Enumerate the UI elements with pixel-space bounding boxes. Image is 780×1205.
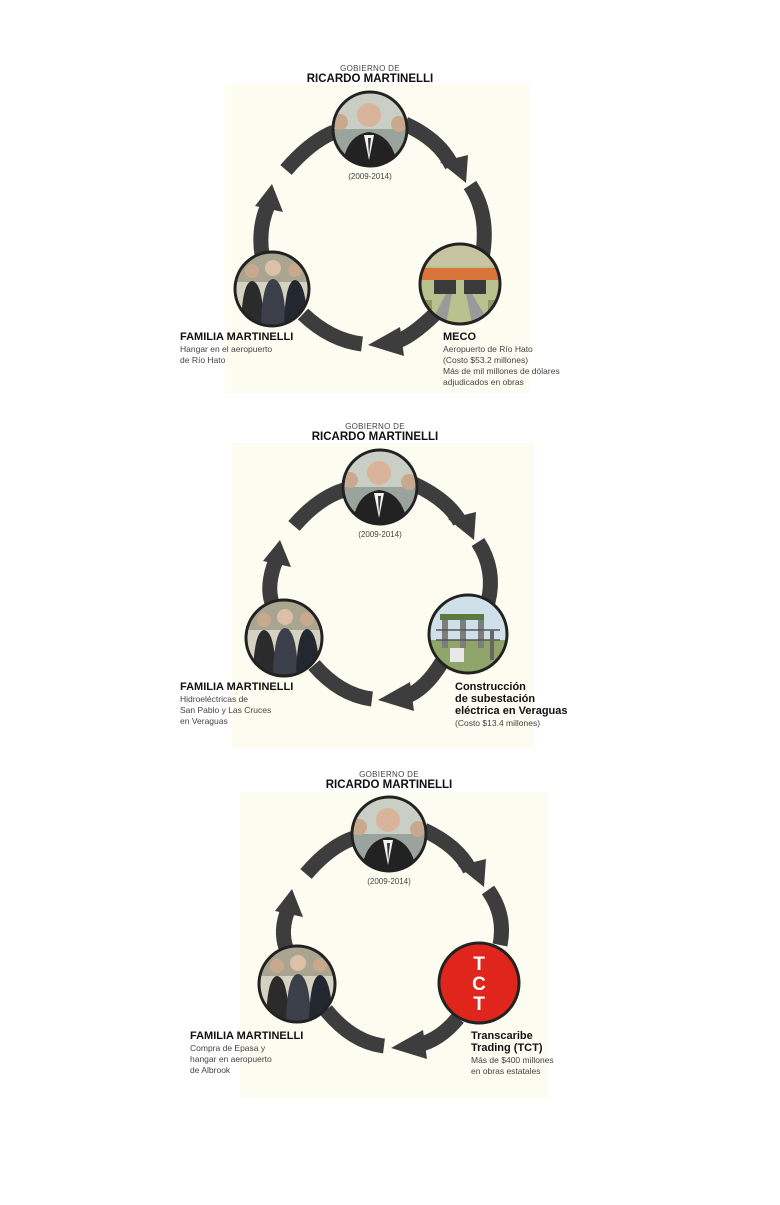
- panel-1-gov-name: RICARDO MARTINELLI: [306, 73, 434, 85]
- panel-1-company-desc: Aeropuerto de Río Hato (Costo $53.2 millones) Más de mil millones de dólares adjudicados en obras: [443, 344, 560, 387]
- panel-1-company-title: MECO: [443, 331, 476, 343]
- panel-2-company-title: Construcción de subestación eléctrica en Veraguas: [455, 681, 568, 717]
- panel-3-gov-label: GOBIERNO DE: [359, 770, 419, 779]
- panel-3-family-desc: Compra de Epasa y hangar en aeropuerto de Albrook: [190, 1043, 272, 1075]
- panel-3-gov-name: RICARDO MARTINELLI: [325, 779, 453, 791]
- cycle-arrow-bottom: [391, 1018, 458, 1059]
- panel-3-company-title: Transcaribe Trading (TCT): [471, 1030, 543, 1054]
- panel-3-family-title: FAMILIA MARTINELLI: [190, 1030, 304, 1042]
- svg-text:T: T: [473, 994, 485, 1015]
- panel-1-gov-years: (2009-2014): [348, 172, 392, 181]
- panel-1-gov-label: GOBIERNO DE: [340, 64, 400, 73]
- panel-3-gov-years: (2009-2014): [367, 877, 411, 886]
- svg-text:T: T: [473, 954, 485, 975]
- cycle-arrow-top-left: [306, 838, 354, 874]
- panel-2-gov-years: (2009-2014): [358, 530, 402, 539]
- panel-1-family-title: FAMILIA MARTINELLI: [180, 331, 294, 343]
- tct-logo-icon: [439, 943, 519, 1023]
- svg-text:C: C: [472, 974, 486, 995]
- panel-2-company-desc: (Costo $13.4 millones): [455, 718, 541, 728]
- panel-2-gov-name: RICARDO MARTINELLI: [311, 431, 439, 443]
- panel-1-family-desc: Hangar en el aeropuerto de Río Hato: [180, 344, 273, 365]
- panel-2-family-title: FAMILIA MARTINELLI: [180, 681, 294, 693]
- panel-2-family-desc: Hidroeléctricas de San Pablo y Las Cruces en Veraguas: [180, 694, 272, 726]
- panel-3-company-desc: Más de $400 millones en obras estatales: [471, 1055, 554, 1076]
- cycle-arrow-right-bottom: [488, 890, 502, 945]
- martinelli-portrait-icon: [349, 794, 429, 875]
- panel-2-gov-label: GOBIERNO DE: [345, 422, 405, 431]
- cycle-arrow-left-bottom: [326, 1010, 384, 1046]
- cycle-arrow-left-up: [275, 889, 303, 948]
- cycle-arrow-top-right: [424, 830, 486, 887]
